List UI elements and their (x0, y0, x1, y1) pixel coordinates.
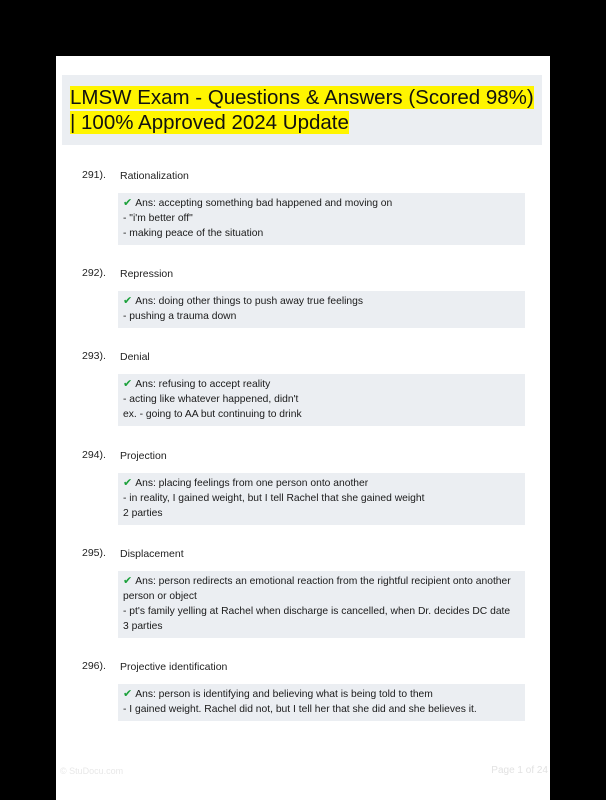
answer-line: - acting like whatever happened, didn't (123, 394, 299, 405)
checkmark-icon: ✔ (123, 688, 133, 700)
question-term: Displacement (120, 548, 184, 560)
page-number: Page 1 of 24 (491, 765, 548, 776)
footer-watermark: © StuDocu.com (60, 766, 124, 776)
answer-line: 2 parties (123, 508, 163, 519)
question-number: 295). (82, 547, 106, 559)
checkmark-icon: ✔ (123, 378, 133, 390)
answer-line: 3 parties (123, 621, 163, 632)
answer-box (118, 193, 525, 245)
answer-box (118, 291, 525, 328)
checkmark-icon: ✔ (123, 197, 133, 209)
answer-line: Ans: accepting something bad happened and moving on (135, 198, 393, 209)
question-number: 291). (82, 169, 106, 181)
question-term: Rationalization (120, 170, 189, 182)
title-box (62, 75, 542, 145)
answer-line: Ans: person redirects an emotional reaction from the rightful recipient onto another (135, 576, 511, 587)
answer-line: Ans: doing other things to push away true feelings (135, 296, 364, 307)
answer-line: Ans: person is identifying and believing what is being told to them (135, 689, 433, 700)
question-term: Projective identification (120, 661, 228, 673)
document-page (56, 56, 550, 800)
answer-line: - I gained weight. Rachel did not, but I tell her that she did and she believes it. (123, 704, 477, 715)
answer-line: - "i'm better off" (123, 213, 193, 224)
question-term: Repression (120, 268, 174, 280)
question-number: 294). (82, 449, 106, 461)
question-number: 296). (82, 660, 106, 672)
checkmark-icon: ✔ (123, 477, 133, 489)
question-number: 292). (82, 267, 106, 279)
answer-box (118, 473, 525, 525)
answer-box (118, 571, 525, 638)
answer-line: person or object (123, 591, 197, 602)
question-number: 293). (82, 350, 106, 362)
checkmark-icon: ✔ (123, 575, 133, 587)
page-title: LMSW Exam - Questions & Answers (Scored 98%) | 100% Approved 2024 Update (70, 86, 534, 134)
question-term: Denial (120, 351, 150, 363)
answer-line: - in reality, I gained weight, but I tell Rachel that she gained weight (123, 493, 425, 504)
answer-box (118, 374, 525, 426)
answer-line: - pushing a trauma down (123, 311, 237, 322)
answer-line: - pt's family yelling at Rachel when discharge is cancelled, when Dr. decides DC date (123, 606, 511, 617)
checkmark-icon: ✔ (123, 295, 133, 307)
answer-line: - making peace of the situation (123, 228, 264, 239)
answer-box (118, 684, 525, 721)
answer-line: ex. - going to AA but continuing to drink (123, 409, 302, 420)
answer-line: Ans: placing feelings from one person onto another (135, 478, 369, 489)
question-term: Projection (120, 450, 167, 462)
answer-line: Ans: refusing to accept reality (135, 379, 271, 390)
